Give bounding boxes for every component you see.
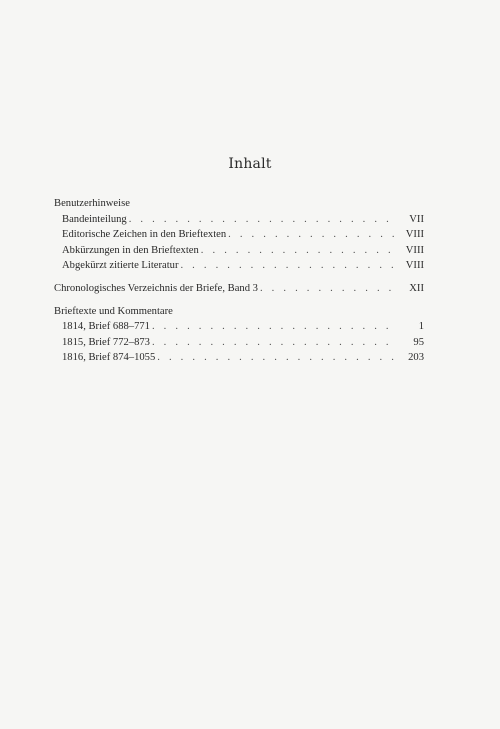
dot-leader	[180, 258, 396, 274]
toc-entry	[54, 243, 424, 259]
dot-leader	[152, 319, 396, 335]
toc-entry	[54, 281, 424, 297]
toc-entry-label: Editorische Zeichen in den Brieftexten	[62, 229, 227, 241]
dot-leader	[129, 212, 396, 228]
toc-section-verzeichnis	[54, 281, 424, 297]
toc-entry-label: Chronologisches Verzeichnis der Briefe, Band 3	[54, 282, 258, 294]
toc-entry-page: 1	[418, 321, 424, 333]
toc-entry-label: Abgekürzt zitierte Literatur	[62, 260, 179, 272]
dot-leader	[260, 281, 396, 297]
toc-entry-page: VII	[409, 213, 424, 225]
dot-leader	[228, 227, 396, 243]
dot-leader	[201, 243, 396, 259]
toc-entry-label: Bandeinteilung	[62, 213, 127, 225]
toc-entry-page: 95	[413, 336, 424, 348]
toc-section-brieftexte	[54, 304, 424, 366]
toc-entry-label: 1816, Brief 874–1055	[62, 352, 156, 364]
toc-entry	[54, 350, 424, 366]
toc-entry	[54, 212, 424, 228]
toc-entry-page: XII	[409, 282, 424, 294]
toc-entry-page: 203	[408, 352, 424, 364]
toc-entry	[54, 335, 424, 351]
toc-section-heading: Benutzerhinweise	[54, 198, 130, 209]
dot-leader	[152, 335, 396, 351]
toc-entry-page: VIII	[405, 244, 424, 256]
toc-entry-label: 1814, Brief 688–771	[62, 321, 150, 333]
toc-entry-page: VIII	[405, 260, 424, 272]
toc-entry	[54, 319, 424, 335]
toc-section-benutzerhinweise	[54, 196, 424, 274]
toc-entry	[54, 258, 424, 274]
page-title: Inhalt	[228, 156, 272, 172]
toc-section-heading: Brieftexte und Kommentare	[54, 305, 173, 317]
table-of-contents	[54, 196, 424, 373]
toc-entry	[54, 227, 424, 243]
toc-entry-label: Abkürzungen in den Brieftexten	[62, 244, 199, 256]
toc-entry-label: 1815, Brief 772–873	[62, 336, 150, 348]
toc-entry-page: VIII	[405, 229, 424, 241]
dot-leader	[157, 350, 396, 366]
